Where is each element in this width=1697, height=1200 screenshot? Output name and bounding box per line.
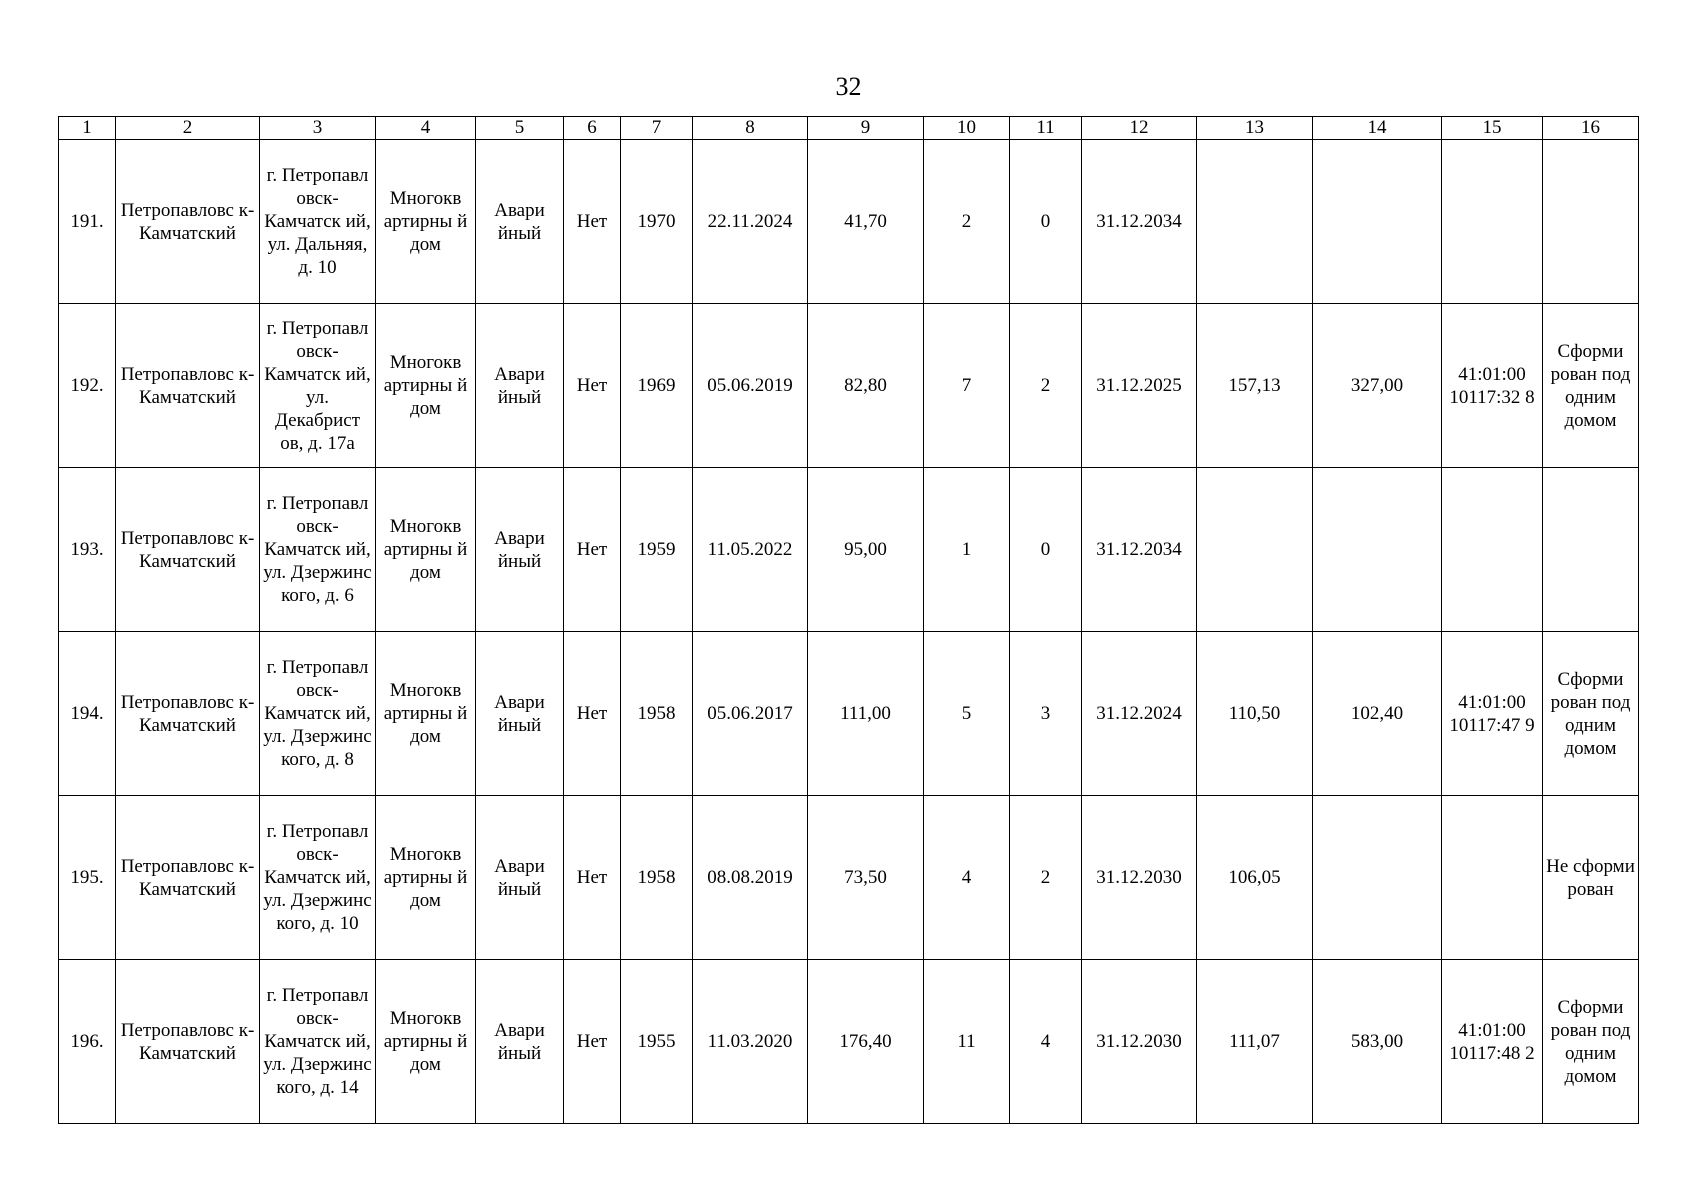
cadastral-number-cell [1442,796,1543,960]
count-cell: 2 [924,140,1010,304]
column-header: 8 [693,117,808,140]
building-type-cell: Многокв артирны й дом [376,140,476,304]
table-row [59,796,1639,960]
cadastral-number-cell: 41:01:00 10117:32 8 [1442,304,1543,468]
building-type-cell: Многокв артирны й дом [376,632,476,796]
count-cell: 4 [924,796,1010,960]
note-cell: Не сформи рован [1543,796,1639,960]
count-cell: 0 [1010,140,1082,304]
count-cell: 7 [924,304,1010,468]
table-row [59,304,1639,468]
condition-cell: Авари йный [476,960,564,1124]
column-header: 9 [808,117,924,140]
city-cell: Петропавловс к-Камчатский [116,632,260,796]
flag-cell: Нет [564,960,621,1124]
page-number: 32 [835,72,862,101]
date-cell: 05.06.2019 [693,304,808,468]
date-cell: 08.08.2019 [693,796,808,960]
city-cell: Петропавловс к-Камчатский [116,796,260,960]
note-cell [1543,140,1639,304]
column-number-row [59,117,1639,140]
value-cell [1197,468,1313,632]
note-cell: Сформи рован под одним домом [1543,304,1639,468]
area-cell: 41,70 [808,140,924,304]
area-cell: 176,40 [808,960,924,1124]
value-cell: 102,40 [1313,632,1442,796]
column-header: 3 [260,117,376,140]
value-cell: 583,00 [1313,960,1442,1124]
row-number: 191. [59,140,116,304]
column-header: 15 [1442,117,1543,140]
note-cell: Сформи рован под одним домом [1543,632,1639,796]
deadline-cell: 31.12.2030 [1082,796,1197,960]
table-row [59,140,1639,304]
address-cell: г. Петропавл овск-Камчатск ий, ул. Дзержинс кого, д. 6 [260,468,376,632]
address-cell: г. Петропавл овск-Камчатск ий, ул. Дзержинс кого, д. 10 [260,796,376,960]
cadastral-number-cell: 41:01:00 10117:47 9 [1442,632,1543,796]
year-cell: 1959 [621,468,693,632]
column-header: 4 [376,117,476,140]
flag-cell: Нет [564,468,621,632]
value-cell: 157,13 [1197,304,1313,468]
row-number: 194. [59,632,116,796]
value-cell: 110,50 [1197,632,1313,796]
condition-cell: Авари йный [476,468,564,632]
column-header: 12 [1082,117,1197,140]
column-header: 11 [1010,117,1082,140]
value-cell [1313,468,1442,632]
table-row [59,632,1639,796]
year-cell: 1958 [621,632,693,796]
count-cell: 2 [1010,796,1082,960]
city-cell: Петропавловс к-Камчатский [116,960,260,1124]
deadline-cell: 31.12.2025 [1082,304,1197,468]
note-cell [1543,468,1639,632]
area-cell: 82,80 [808,304,924,468]
city-cell: Петропавловс к-Камчатский [116,140,260,304]
count-cell: 3 [1010,632,1082,796]
flag-cell: Нет [564,140,621,304]
table-row [59,468,1639,632]
city-cell: Петропавловс к-Камчатский [116,468,260,632]
condition-cell: Авари йный [476,304,564,468]
year-cell: 1969 [621,304,693,468]
count-cell: 0 [1010,468,1082,632]
date-cell: 22.11.2024 [693,140,808,304]
housing-registry-table [58,116,1639,1124]
year-cell: 1958 [621,796,693,960]
deadline-cell: 31.12.2034 [1082,468,1197,632]
count-cell: 11 [924,960,1010,1124]
value-cell [1313,796,1442,960]
address-cell: г. Петропавл овск-Камчатск ий, ул. Декабрист ов, д. 17а [260,304,376,468]
table-row [59,960,1639,1124]
count-cell: 4 [1010,960,1082,1124]
column-header: 7 [621,117,693,140]
date-cell: 05.06.2017 [693,632,808,796]
condition-cell: Авари йный [476,140,564,304]
note-cell: Сформи рован под одним домом [1543,960,1639,1124]
condition-cell: Авари йный [476,796,564,960]
cadastral-number-cell [1442,140,1543,304]
deadline-cell: 31.12.2030 [1082,960,1197,1124]
column-header: 13 [1197,117,1313,140]
area-cell: 73,50 [808,796,924,960]
building-type-cell: Многокв артирны й дом [376,468,476,632]
building-type-cell: Многокв артирны й дом [376,796,476,960]
value-cell: 327,00 [1313,304,1442,468]
row-number: 192. [59,304,116,468]
row-number: 193. [59,468,116,632]
column-header: 14 [1313,117,1442,140]
column-header: 5 [476,117,564,140]
date-cell: 11.05.2022 [693,468,808,632]
cadastral-number-cell: 41:01:00 10117:48 2 [1442,960,1543,1124]
deadline-cell: 31.12.2024 [1082,632,1197,796]
city-cell: Петропавловс к-Камчатский [116,304,260,468]
flag-cell: Нет [564,304,621,468]
area-cell: 95,00 [808,468,924,632]
area-cell: 111,00 [808,632,924,796]
address-cell: г. Петропавл овск-Камчатск ий, ул. Дзержинс кого, д. 8 [260,632,376,796]
flag-cell: Нет [564,632,621,796]
flag-cell: Нет [564,796,621,960]
column-header: 6 [564,117,621,140]
year-cell: 1955 [621,960,693,1124]
row-number: 196. [59,960,116,1124]
deadline-cell: 31.12.2034 [1082,140,1197,304]
address-cell: г. Петропавл овск-Камчатск ий, ул. Дальняя, д. 10 [260,140,376,304]
column-header: 1 [59,117,116,140]
date-cell: 11.03.2020 [693,960,808,1124]
year-cell: 1970 [621,140,693,304]
condition-cell: Авари йный [476,632,564,796]
column-header: 10 [924,117,1010,140]
cadastral-number-cell [1442,468,1543,632]
column-header: 2 [116,117,260,140]
column-header: 16 [1543,117,1639,140]
value-cell: 111,07 [1197,960,1313,1124]
value-cell [1197,140,1313,304]
value-cell: 106,05 [1197,796,1313,960]
building-type-cell: Многокв артирны й дом [376,304,476,468]
value-cell [1313,140,1442,304]
count-cell: 2 [1010,304,1082,468]
count-cell: 1 [924,468,1010,632]
building-type-cell: Многокв артирны й дом [376,960,476,1124]
row-number: 195. [59,796,116,960]
count-cell: 5 [924,632,1010,796]
address-cell: г. Петропавл овск-Камчатск ий, ул. Дзержинс кого, д. 14 [260,960,376,1124]
